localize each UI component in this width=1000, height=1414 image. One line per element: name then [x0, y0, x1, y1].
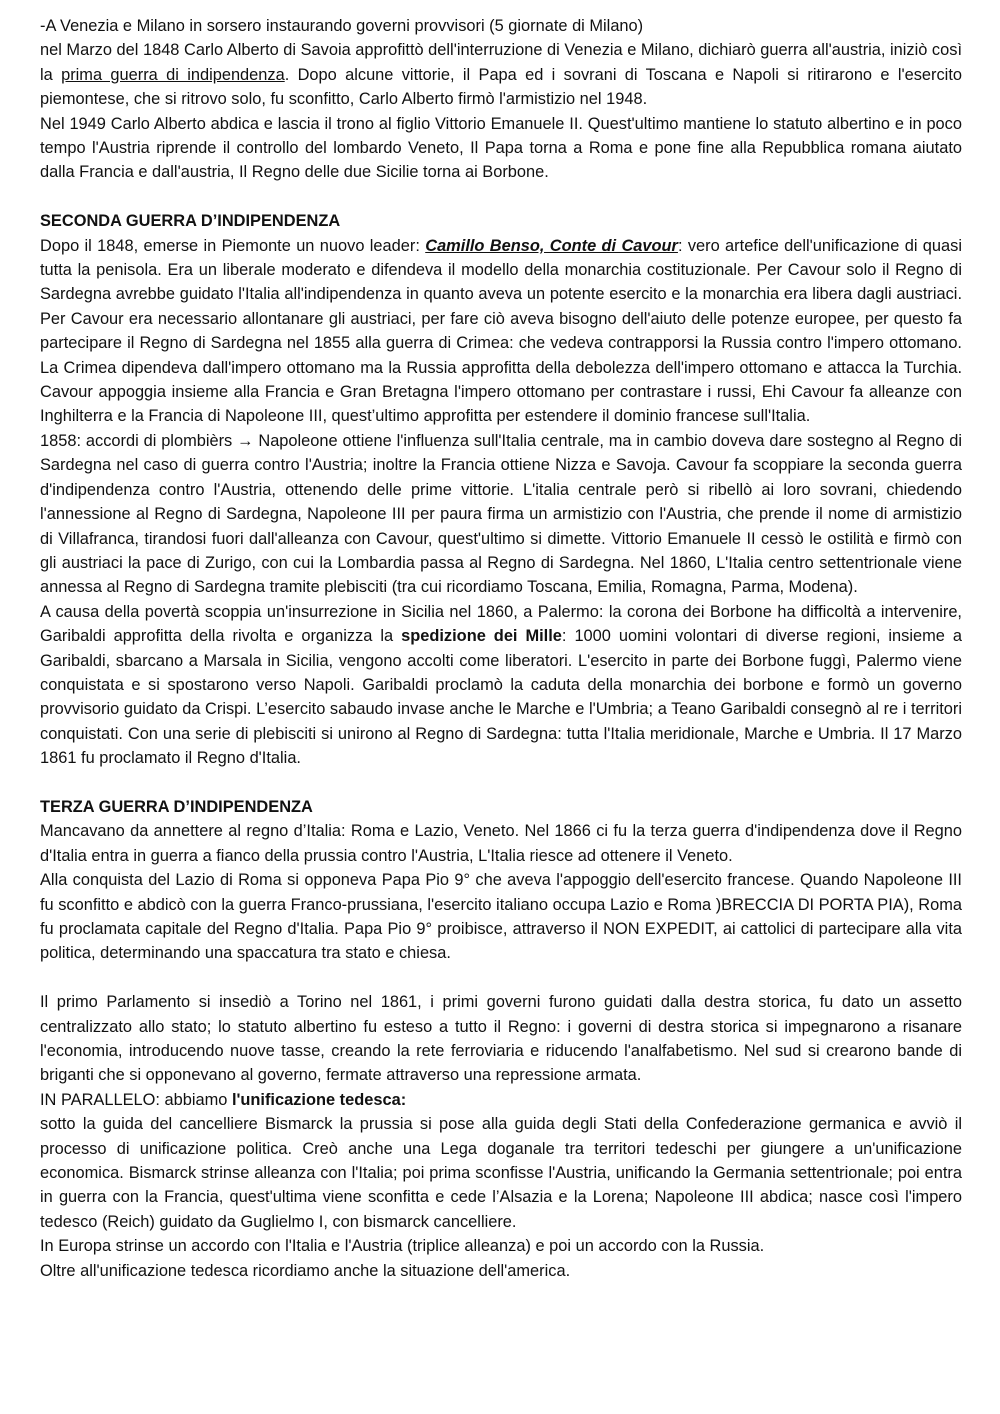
- mille-text-b: : 1000 uomini volontari di diverse regioni, insieme a Garibaldi, sbarcano a Marsala in Sicilia, vengono accolti come liberatori. L'esercito in parte dei Borbone fuggì, Palermo viene conquistata e si spostarono verso Napoli. Garibaldi proclamò la caduta della monarchia dei borbone e formò un governo provvisorio guidato da Crispi. L’esercito sabaudo invase anche le Marche e l'Umbria; a Teano Garibaldi consegnò al re i territori conquistati. Con una serie di plebisciti si unirono al Regno di Sardegna: tutta l'Italia meridionale, Marche e Umbria. Il 17 Marzo 1861 fu proclamato il Regno d'Italia.: [40, 627, 962, 768]
- spacer: [40, 185, 962, 209]
- intro-paragraph-2: Nel 1949 Carlo Alberto abdica e lascia il trono al figlio Vittorio Emanuele II. Quest'ultimo mantiene lo statuto albertino e in poco tempo l'Austria riprende il controllo del lombardo Veneto, Il Papa torna a Roma e pone fine alla Repubblica romana aiutato dalla Francia e dall'austria, Il Regno delle due Sicilie torna ai Borbone.: [40, 114, 962, 182]
- bismarck-paragraph: sotto la guida del cancelliere Bismarck la prussia si pose alla guida degli Stati della Confederazione germanica e avviò il processo di unificazione politica. Creò anche una Lega doganale tra territori tedeschi per giungere a un'unificazione economica. Bismarck strinse alleanza con l'Italia; poi prima sconfisse l'Austria, unificando la Germania settentrionale; poi entra in guerra con la Francia, quest'ultima viene sconfitta e cede l’Alsazia e la Lorena; Napoleone III abdica; nasce così l'impero tedesco (Reich) guidato da Guglielmo I, con bismarck cancelliere.: [40, 1115, 962, 1231]
- seconda-text-a: Dopo il 1848, emerse in Piemonte un nuovo leader:: [40, 236, 426, 255]
- in-parallelo-text: IN PARALLELO: abbiamo: [40, 1090, 232, 1109]
- mille-text-a: A causa della povertà scoppia un'insurrezione in Sicilia nel 1860, a Palermo: la corona dei Borbone ha difficoltà a intervenire, Garibaldi approfitta della rivolta e organizza la: [40, 602, 962, 646]
- seconda-paragraph-1: [40, 234, 962, 429]
- spacer: [40, 771, 962, 795]
- seconda-paragraph-3: [40, 600, 962, 771]
- terza-guerra-heading: TERZA GUERRA D’INDIPENDENZA: [40, 797, 313, 816]
- europa-line: In Europa strinse un accordo con l'Italia e l'Austria (triplice alleanza) e poi un accordo con la Russia.: [40, 1237, 765, 1256]
- parlamento-paragraph: Il primo Parlamento si insediò a Torino nel 1861, i primi governi furono guidati dalla destra storica, fu dato un assetto centralizzato allo stato; lo statuto albertino fu esteso a tutto il Regno: i governi di destra storica si impegnarono a risanare l'economia, introducendo nuove tasse, creando la rete ferroviaria e riducendo l'analfabetismo. Nel sud si crearono bande di briganti che si opponevano al governo, fermate attraverso una repressione armata.: [40, 993, 962, 1085]
- seconda-paragraph-2: 1858: accordi di plombièrs → Napoleone ottiene l'influenza sull'Italia centrale, ma in cambio doveva dare sostegno al Regno di Sardegna nel caso di guerra contro l'Austria; inoltre la Francia ottiene Nizza e Savoja. Cavour fa scoppiare la seconda guerra d'indipendenza contro l'Austria, ottenendo delle prime vittorie. L'italia centrale però si ribellò ai loro sovrani, chiedendo l'annessione al Regno di Sardegna, Napoleone III per paura firma un armistizio con l'Austria, che prende il nome di armistizio di Villafranca, tirandosi fuori dall'alleanza con Cavour, quest'ultimo si dimette. Vittorio Emanuele II cessò le ostilità e firmò con gli austriaci la pace di Zurigo, con cui la Lombardia passa al Regno di Sardegna. Nel 1860, L'Italia centro settentrionale viene annessa al Regno di Sardegna tramite plebisciti (tra cui ricordiamo Toscana, Emilia, Romagna, Parma, Modena).: [40, 431, 962, 597]
- intro-text-b: . Dopo alcune vittorie, il Papa ed i sovrani di Toscana e Napoli si ritirarono e l'esercito piemontese, che si ritrovo solo, fu sconfitto, Carlo Alberto firmò l'armistizio nel 1948.: [40, 65, 962, 109]
- spacer: [40, 966, 962, 990]
- spedizione-dei-mille: spedizione dei Mille: [401, 627, 562, 646]
- terza-paragraph-2: Alla conquista del Lazio di Roma si opponeva Papa Pio 9° che aveva l'appoggio dell'esercito francese. Quando Napoleone III fu sconfitto e abdicò con la guerra Franco-prussiana, l'esercito italiano occupa Lazio e Roma )BRECCIA DI PORTA PIA), Roma fu proclamata capitale del Regno d'Italia. Papa Pio 9° proibisce, attraverso il NON EXPEDIT, ai cattolici di partecipare alla vita politica, determinando una spaccatura tra stato e chiesa.: [40, 871, 962, 963]
- in-parallelo-line: [40, 1088, 962, 1112]
- cavour-name: Camillo Benso, Conte di Cavour: [425, 236, 678, 255]
- seconda-guerra-heading: SECONDA GUERRA D’INDIPENDENZA: [40, 212, 341, 231]
- prima-guerra-underlined: prima guerra di indipendenza: [61, 65, 285, 84]
- terza-paragraph-1: Mancavano da annettere al regno d’Italia: Roma e Lazio, Veneto. Nel 1866 ci fu la terza guerra d'indipendenza dove il Regno d'Italia entra in guerra a fianco della prussia contro l'Austria, L'Italia riesce ad ottenere il Veneto.: [40, 822, 962, 865]
- intro-line: -A Venezia e Milano in sorsero instaurando governi provvisori (5 giornate di Milano): [40, 17, 644, 35]
- intro-text-a: nel Marzo del 1848 Carlo Alberto di Savoia approfittò dell'interruzione di Venezia e Milano, dichiarò guerra all'austria, iniziò così la: [40, 41, 962, 84]
- unificazione-tedesca: l'unificazione tedesca:: [231, 1090, 407, 1109]
- seconda-text-b: : vero artefice dell'unificazione di quasi tutta la penisola. Era un liberale moderato e difendeva il modello della monarchia costituzionale. Per Cavour solo il Regno di Sardegna avrebbe guidato l'Italia all'indipendenza in quanto aveva un potente esercito e la monarchia era libera dagli austriaci. Per Cavour era necessario allontanare gli austriaci, per fare ciò aveva bisogno dell'aiuto delle potenze europee, per questo fa partecipare il Regno di Sardegna nel 1855 alla guerra di Crimea: che vedeva contrapporsi la Russia contro l'impero ottomano. La Crimea dipendeva dall'impero ottomano ma la Russia approfitta della debolezza dell'impero ottomano e attacca la Turchia. Cavour appoggia insieme alla Francia e Gran Bretagna l'impero ottomano per contrastare i russi, Ehi Cavour fa alleanze con Inghilterra e la Francia di Napoleone III, quest’ultimo approfitta per estendere il dominio francese sull'Italia.: [40, 236, 962, 426]
- intro-paragraph-1: [40, 38, 962, 111]
- america-line: Oltre all'unificazione tedesca ricordiamo anche la situazione dell'america.: [40, 1261, 571, 1280]
